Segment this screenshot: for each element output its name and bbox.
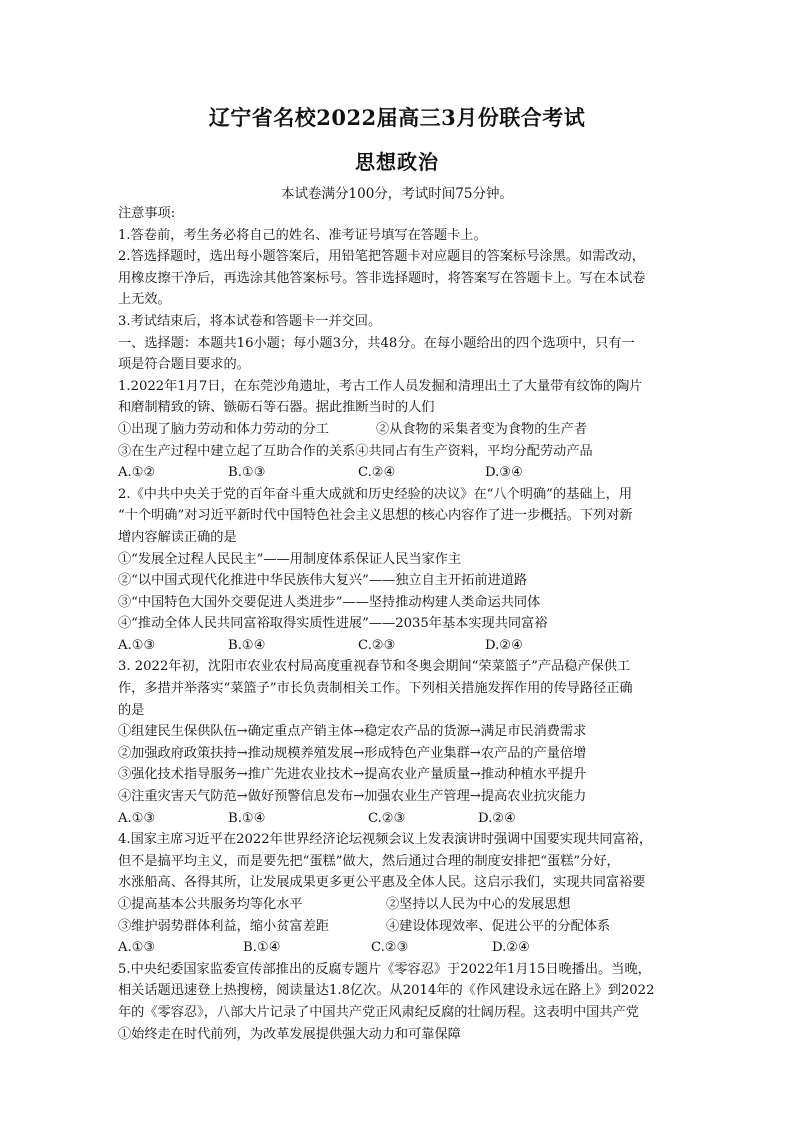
option-a: A.①③ [118,940,156,956]
question-stem: 4.国家主席习近平在2022年世界经济论坛视频会议上发表演讲时强调中国要实现共同富裕， [118,832,653,848]
question-stem: 作，多措并举落实“菜篮子”市长负责制相关工作。下列相关措施发挥作用的传导路径正确 [118,681,633,697]
question-stem: “十个明确”对习近平新时代中国特色社会主义思想的核心内容作了进一步概括。下列对新 [118,508,633,524]
statement-row [118,419,678,441]
option-c: C.②③ [368,810,406,826]
statement-2: ②从食物的采集者变为食物的生产者 [376,421,587,437]
statement-1: ①始终走在时代前列，为改革发展提供强大动力和可靠保障 [118,1026,461,1042]
answer-options [118,937,678,959]
exam-body [118,203,678,1045]
statement-row [118,916,678,938]
statement-3: ③维护弱势群体利益，缩小贫富差距 [118,918,329,934]
option-a: A.①③ [118,810,156,826]
statement-3: ③强化技术指导服务→推广先进农业技术→提高农业产量质量→推动种植水平提升 [118,767,587,783]
statement-row [118,894,678,916]
question-stem: 1.2022年1月7日，在东莞沙角遗址，考古工作人员发掘和清理出土了大量带有纹饰的陶片 [118,378,643,394]
question-stem: 但不是搞平均主义，而是要先把“蛋糕”做大，然后通过合理的制度安排把“蛋糕”分好， [118,853,620,869]
statement-4: ④共同占有生产资料，平均分配劳动产品 [355,443,593,459]
question-stem: 增内容解读正确的是 [118,529,237,545]
option-b: B.①③ [228,465,266,481]
option-b: B.①④ [243,940,281,956]
answer-options [118,635,678,657]
question-stem: 水涨船高、各得其所，让发展成果更多更公平惠及全体人民。这启示我们，实现共同富裕要 [118,875,646,891]
statement-2: ②“以中国式现代化推进中华民族伟大复兴”——独立自主开拓前进道路 [118,573,528,589]
exam-title: 辽宁省名校2022届高三3月份联合考试 [208,105,586,130]
statement-2: ②加强政府政策扶持→推动规模养殖发展→形成特色产业集群→农产品的产量倍增 [118,745,587,761]
question-stem: 2.《中共中央关于党的百年奋斗重大成就和历史经验的决议》在“八个明确”的基础上，用 [118,486,632,502]
statement-4: ④建设体现效率、促进公平的分配体系 [386,918,611,934]
statement-4: ④“推动全体人民共同富裕取得实质性进展”——2035年基本实现共同富裕 [118,616,548,632]
notice-line: 上无效。 [118,292,171,308]
notice-line: 1.答卷前，考生务必将自己的姓名、准考证号填写在答题卡上。 [118,227,487,243]
section-heading [118,333,678,376]
option-b: B.①④ [228,637,266,653]
question-3 [118,656,678,829]
option-a: A.①③ [118,637,156,653]
option-c: C.②④ [358,465,396,481]
question-4 [118,829,678,959]
exam-info: 本试卷满分100分，考试时间75分钟。 [281,186,513,202]
option-c: C.②③ [358,637,396,653]
option-d: D.②④ [492,940,530,956]
statement-1: ①出现了脑力劳动和体力劳动的分工 [118,421,329,437]
notice-heading: 注意事项: [118,206,176,221]
question-5 [118,959,678,1045]
subject-title: 思想政治 [355,150,439,174]
option-d: D.③④ [485,465,523,481]
statement-row [118,441,678,463]
question-stem: 年的《零容忍》，八部大片记录了中国共产党正风肃纪反腐的壮阔历程。这表明中国共产党 [118,1004,639,1020]
statement-1: ①“发展全过程人民民主”——用制度体系保证人民当家作主 [118,551,462,567]
option-d: D.②④ [485,637,523,653]
notice-line: 用橡皮擦干净后，再选涂其他答案标号。答非选择题时，将答案写在答题卡上。写在本试卷 [118,270,646,286]
statement-3: ③“中国特色大国外交要促进人类进步”——坚持推动构建人类命运共同体 [118,594,541,610]
option-c: C.②③ [371,940,409,956]
statement-4: ④注重灾害天气防范→做好预警信息发布→加强农业生产管理→提高农业抗灾能力 [118,789,587,805]
option-a: A.①② [118,465,156,481]
notice-line: 3.考试结束后，将本试卷和答题卡一并交回。 [118,313,382,329]
section-line: 一、选择题：本题共16小题；每小题3分，共48分。在每小题给出的四个选项中，只有一 [118,335,635,351]
notice-list [118,225,678,333]
option-d: D.②④ [478,810,516,826]
notice-line: 2.答选择题时，选出每小题答案后，用铅笔把答题卡对应题目的答案标号涂黑。如需改动， [118,249,645,265]
question-2 [118,484,678,657]
option-b: B.①④ [228,810,266,826]
answer-options [118,808,678,830]
statement-1: ①组建民生保供队伍→确定重点产销主体→稳定农产品的货源→满足市民消费需求 [118,724,587,740]
statement-2: ②坚持以人民为中心的发展思想 [386,897,571,912]
question-stem: 5.中央纪委国家监委宣传部推出的反腐专题片《零容忍》于2022年1月15日晚播出。当晚， [118,961,651,977]
statement-1: ①提高基本公共服务均等化水平 [118,897,303,912]
section-line: 项是符合题目要求的。 [118,357,250,373]
statement-3: ③在生产过程中建立起了互助合作的关系 [118,443,356,459]
question-stem: 3. 2022年初，沈阳市农业农村局高度重视春节和冬奥会期间“荣菜篮子”产品稳产保供工 [118,659,631,675]
question-stem: 和磨制精致的锛、镞砺石等石器。据此推断当时的人们 [118,400,435,416]
question-stem: 相关话题迅速登上热搜榜，阅读量达1.8亿次。从2014年的《作风建设永远在路上》到2022 [118,983,655,999]
question-stem: 的是 [118,702,145,718]
answer-options [118,462,678,484]
question-1 [118,376,678,484]
